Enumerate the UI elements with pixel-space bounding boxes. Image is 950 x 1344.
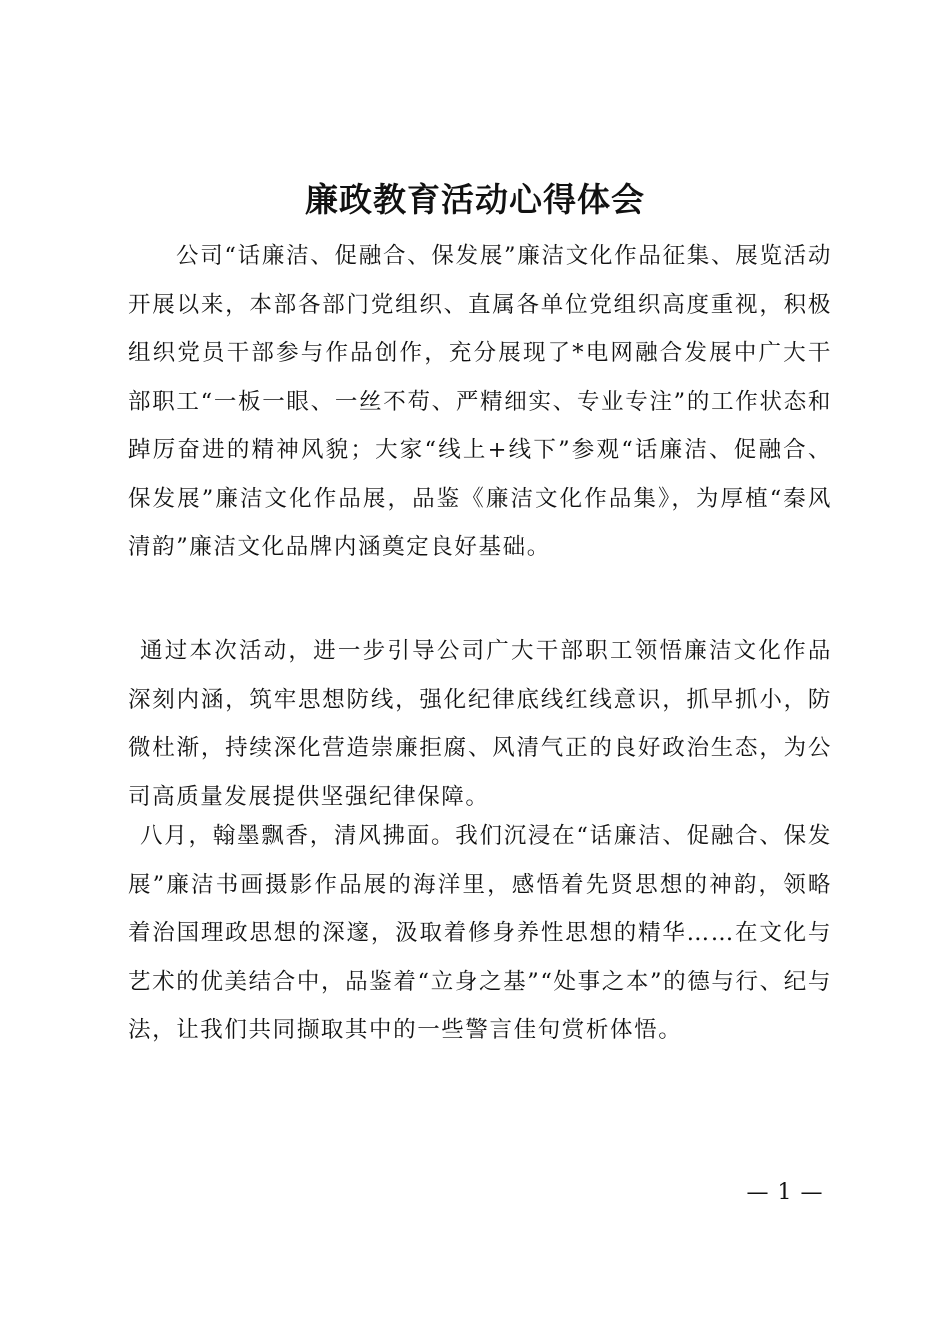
paragraph-activity-effect: 通过本次活动，进一步引导公司广大干部职工领悟廉洁文化作品深刻内涵，筑牢思想防线，强化纪律底线红线意识，抓早抓小，防微杜渐，持续深化营造崇廉拒腐、风清气正的良好政治生态，为公司高质量发展提供坚强纪律保障。: [128, 638, 832, 810]
paragraph-august-exhibition: 八月，翰墨飘香，清风拂面。我们沉浸在“话廉洁、促融合、保发展”廉洁书画摄影作品展的海洋里，感悟着先贤思想的神韵，领略着治国理政思想的深邃，汲取着修身养性思想的精华……在文化与艺术的优美结合中，品鉴着“立身之基”“处事之本”的德与行、纪与法，让我们共同撷取其中的一些警言佳句赏析体悟。: [128, 823, 832, 1043]
paragraph-intro: 公司“话廉洁、促融合、保发展”廉洁文化作品征集、展览活动开展以来，本部各部门党组织、直属各单位党组织高度重视，积极组织党员干部参与作品创作，充分展现了*电网融合发展中广大干部职工“一板一眼、一丝不苟、严精细实、专业专注”的工作状态和踔厉奋进的精神风貌；大家“线上+线下”参观“话廉洁、促融合、保发展”廉洁文化作品展，品鉴《廉洁文化作品集》，为厚植“秦风清韵”廉洁文化品牌内涵奠定良好基础。: [128, 243, 832, 560]
document-title: 廉政教育活动心得体会: [305, 180, 645, 219]
page-number: — 1 —: [746, 1180, 824, 1205]
